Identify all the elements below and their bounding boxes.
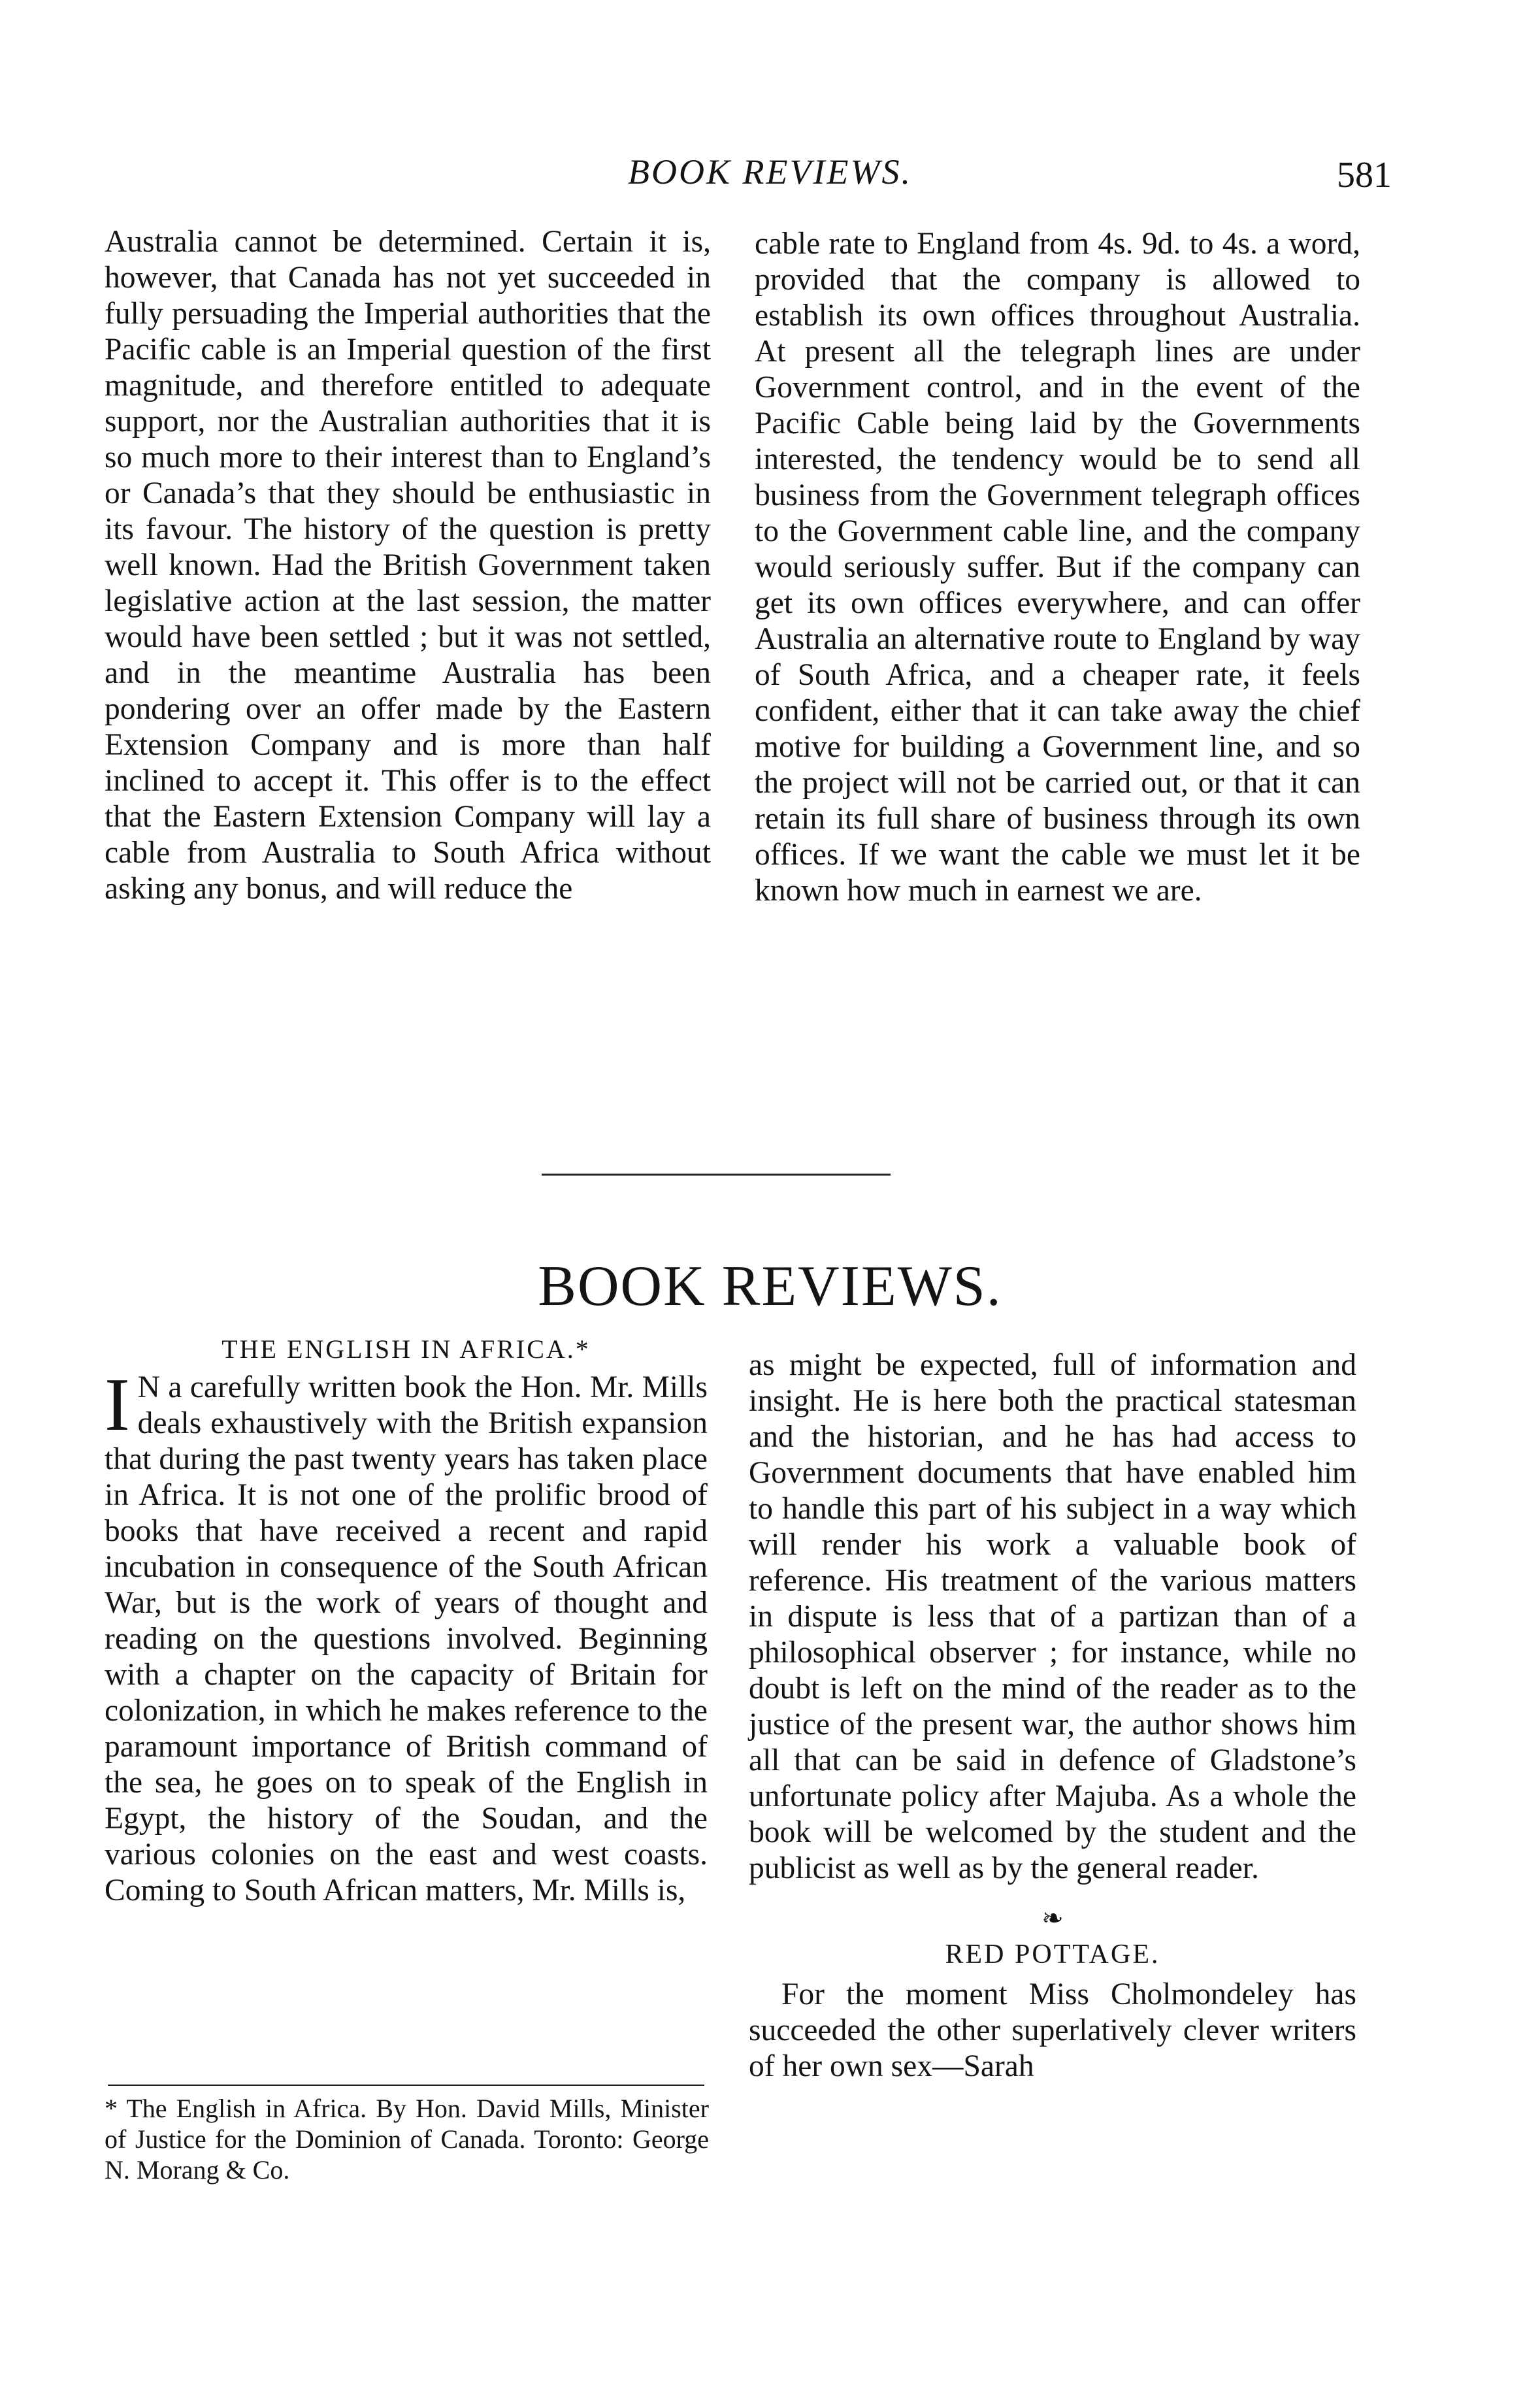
review-heading-english-in-africa: THE ENGLISH IN AFRICA.* (221, 1334, 591, 1364)
fleuron-ornament-icon: ❧ (1041, 1904, 1064, 1933)
review-english-in-africa-left-text: N a carefully written book the Hon. Mr. Mills deals exhaustively with the British expansion that during the past twenty years has taken place in Africa. It is not one of the prolific brood of books that have received a recent and rapid incubation in consequence of the South African War, but is the work of years of thought and reading on the questions involved. Beginning with a chapter on the capacity of Britain for colonization, in which he makes reference to the paramount importance of British command of the sea, he goes on to speak of the English in Egypt, the history of the Soudan, and the various colonies on the east and west coasts. Coming to South African matters, Mr. Mills is, (105, 1370, 708, 1907)
article-continued-left-text: Australia cannot be determined. Certain it is, however, that Canada has not yet succeeded in fully persuading the Imperial authorities that the Pacific cable is an Imperial question of the first magnitude, and therefore entitled to adequate support, nor the Australian authorities that it is so much more to their interest than to England’s or Canada’s that they should be enthusiastic in its favour. The history of the question is pretty well known. Had the British Government taken legislative action at the last session, the matter would have been settled ; but it was not settled, and in the meantime Australia has been pondering over an offer made by the Eastern Extension Company and is more than half inclined to accept it. This offer is to the effect that the Eastern Extension Company will lay a cable from Australia to South Africa without asking any bonus, and will reduce the (105, 225, 711, 906)
footnote-rule (108, 2085, 704, 2086)
footnote-text: * The English in Africa. By Hon. David Mills, Minister of Justice for the Dominion of Canada. Toronto: George N. Morang & Co. (105, 2094, 709, 2185)
section-divider (542, 1174, 891, 1176)
review-english-in-africa-opening (105, 1363, 708, 1909)
running-head: BOOK REVIEWS. (628, 152, 912, 191)
article-continued-left-column (105, 224, 711, 907)
review-red-pottage-text: For the moment Miss Cholmondeley has succeeded the other superlatively clever writers of her own sex—Sarah (749, 1977, 1356, 2083)
review-right-column (749, 1347, 1356, 2085)
article-continued-right-column (755, 226, 1360, 909)
section-title: BOOK REVIEWS. (538, 1255, 1002, 1318)
drop-cap: I (105, 1363, 130, 1447)
page-number: 581 (1337, 155, 1392, 195)
review-heading-red-pottage: RED POTTAGE. (945, 1939, 1160, 1970)
article-continued-right-text: cable rate to England from 4s. 9d. to 4s. a word, provided that the company is allowed to establish its own offices throughout Australia. At present all the telegraph lines are under Government control, and in the event of the Pacific Cable being laid by the Governments interested, the tendency would be to send all business from the Government telegraph offices to the Government cable line, and the company would seriously suffer. But if the company can get its own offices everywhere, and can offer Australia an alternative route to England by way of South Africa, and a cheaper rate, it feels confident, either that it can take away the chief motive for building a Government line, and so the project will not be carried out, or that it can retain its full share of business through its own offices. If we want the cable we must let it be known how much in earnest we are. (755, 227, 1360, 908)
review-english-in-africa-left-column (105, 1333, 708, 1909)
review-english-in-africa-right-text: as might be expected, full of information and insight. He is here both the practical statesman and the historian, and he has had access to Government documents that have enabled him to handle this part of his subject in a way which will render his work a valuable book of reference. His treatment of the various matters in dispute is less that of a partizan than of a philosophical observer ; for instance, while no doubt is left on the mind of the reader as to the justice of the present war, the author shows him all that can be said in defence of Gladstone’s unfortunate policy after Majuba. As a whole the book will be welcomed by the student and the publicist as well as by the general reader. (749, 1348, 1356, 1885)
footnote (105, 2093, 709, 2185)
